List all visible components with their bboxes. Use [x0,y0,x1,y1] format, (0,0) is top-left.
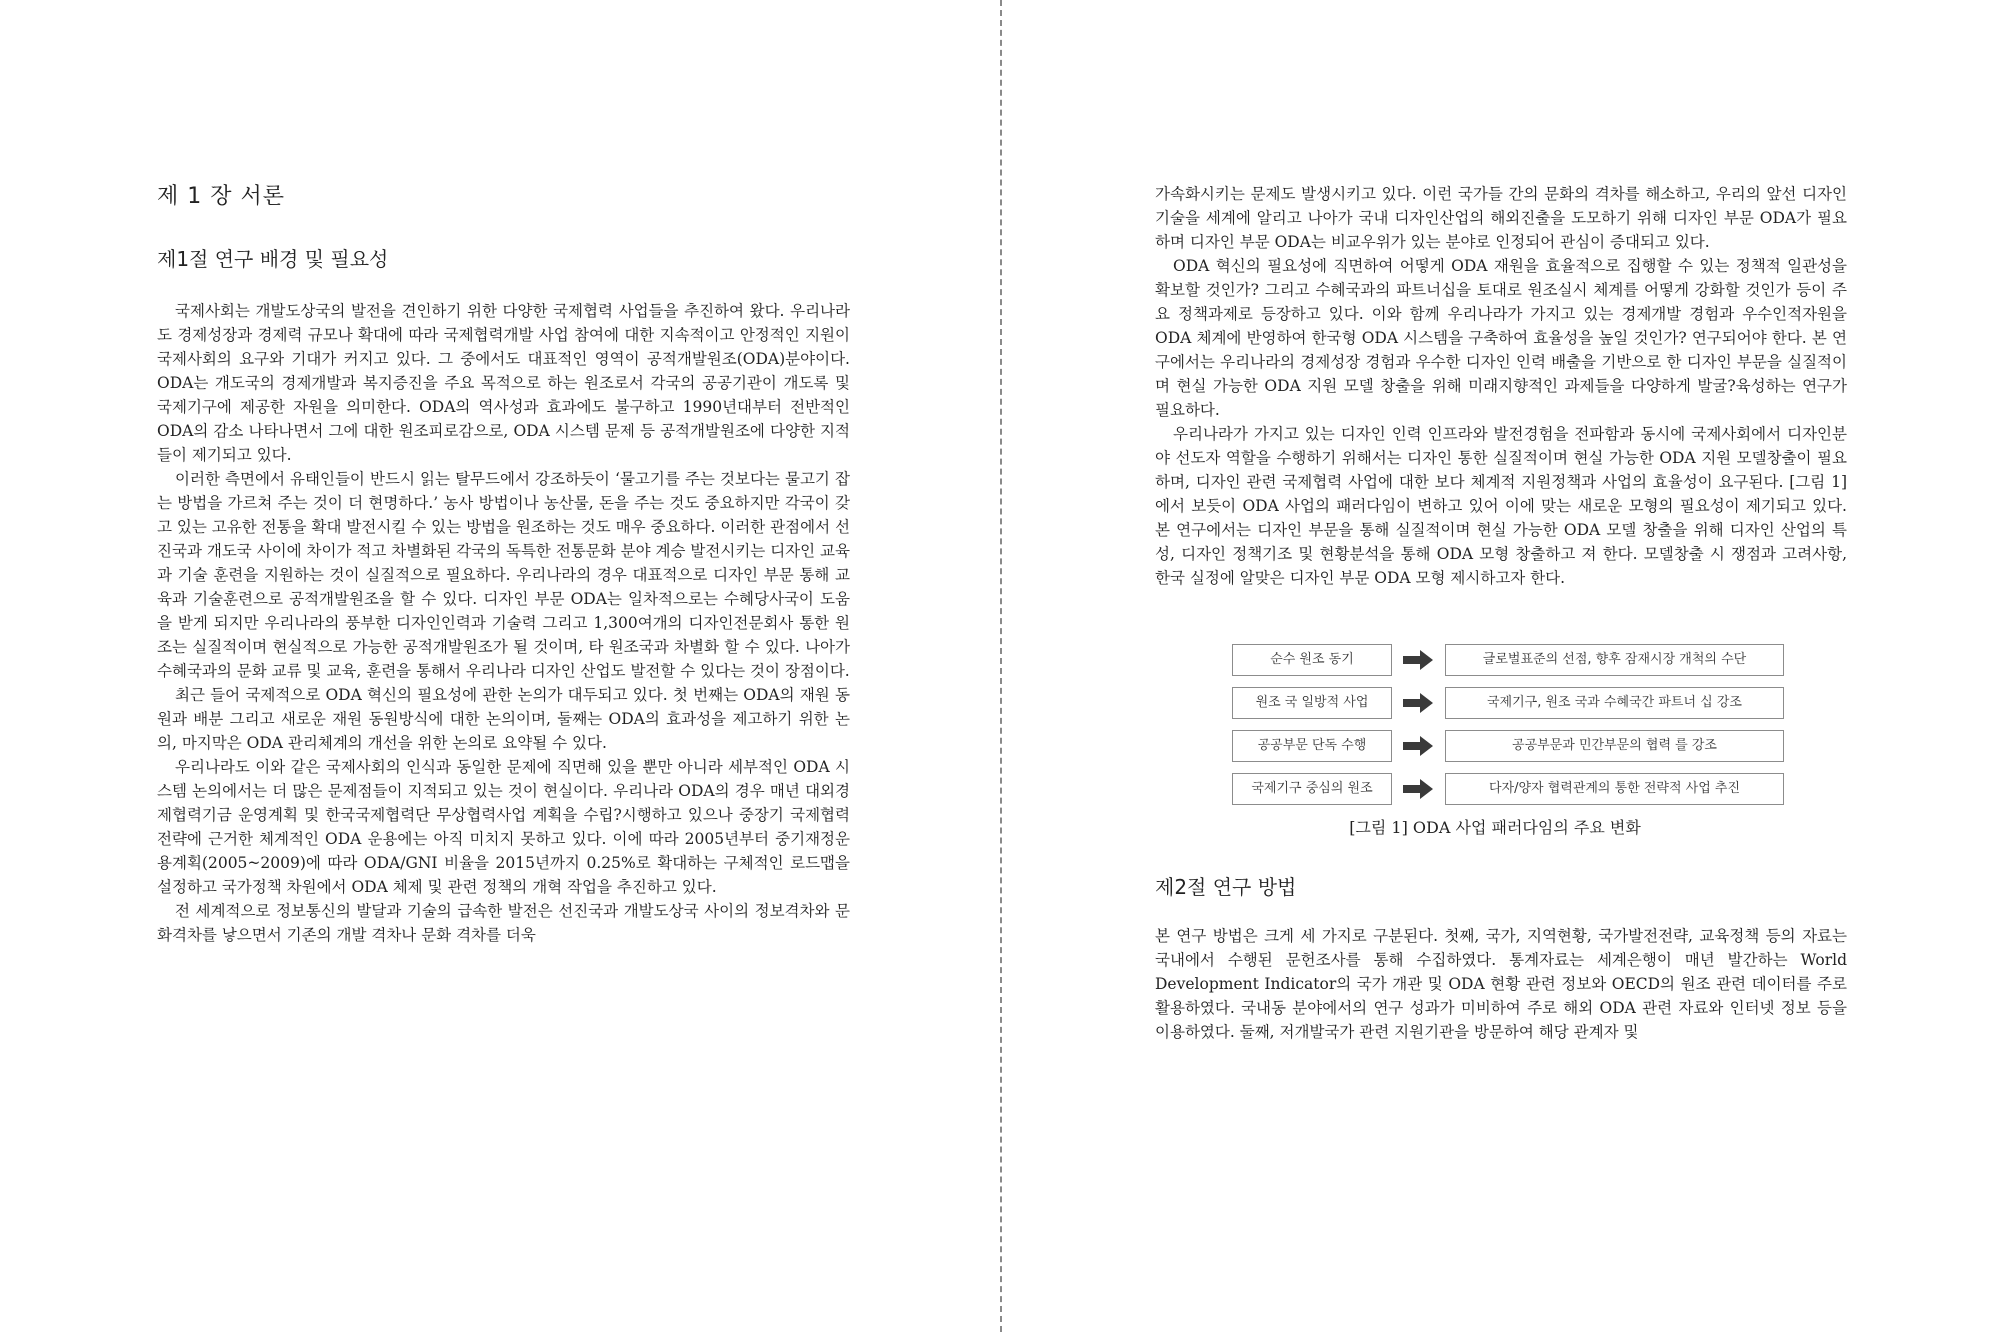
section-title: 제1절 연구 배경 및 필요성 [157,247,389,271]
left-column [157,180,850,947]
body-paragraph: 우리나라도 이와 같은 국제사회의 인식과 동일한 문제에 직면해 있을 뿐만 아니라 세부적인 ODA 시스템 논의에서는 더 많은 문제점들이 지적되고 있는 것이 현실이다. 우리나라 ODA의 경우 매년 대외경제협력기금 운영계획 및 한국국제협력단 무상협력사업 계획을 수립?시행하고 있으나 중장기 국제협력 전략에 근거한 체계적인 ODA 운용에는 아직 미치지 못하고 있다. 이에 따라 2005년부터 중기재정운용계획(2005~2009)에 따라 ODA/GNI 비율을 2015년까지 0.25%로 확대하는 구체적인 로드맵을 설정하고 국가정책 차원에서 ODA 체제 및 관련 정책의 개혁 작업을 추진하고 있다. [157,758,850,896]
body-paragraph: 국제사회는 개발도상국의 발전을 견인하기 위한 다양한 국제협력 사업들을 추진하여 왔다. 우리나라도 경제성장과 경제력 규모나 확대에 따라 국제협력개발 사업 참여에 대한 지속적이고 안정적인 지원이 국제사회의 요구와 기대가 커지고 있다. 그 중에서도 대표적인 영역이 공적개발원조(ODA)분야이다. ODA는 개도국의 경제개발과 복지증진을 주요 목적으로 하는 원조로서 각국의 공공기관이 개도록 및 국제기구에 제공한 자원을 의미한다. ODA의 역사성과 효과에도 불구하고 1990년대부터 전반적인 ODA의 감소 나타나면서 그에 대한 원조피로감으로, ODA 시스템 문제 등 공적개발원조에 다양한 지적들이 제기되고 있다. [157,302,850,464]
figure-row [1155,687,1847,721]
figure-row [1155,644,1847,678]
chapter-title: 제 1 장 서론 [157,184,285,209]
figure-box-from: 순수 원조 동기 [1232,644,1392,676]
right-arrow-icon [1403,693,1433,713]
right-arrow-icon [1403,779,1433,799]
body-paragraph: 최근 들어 국제적으로 ODA 혁신의 필요성에 관한 논의가 대두되고 있다. 첫 번째는 ODA의 재원 동원과 배분 그리고 새로운 재원 동원방식에 대한 논의이며, 둘째는 ODA의 효과성을 제고하기 위한 논의, 마지막은 ODA 관리체계의 개선을 위한 논의로 요약될 수 있다. [157,686,850,752]
right-arrow-icon [1403,736,1433,756]
figure-box-to: 다자/양자 협력관계의 통한 전략적 사업 추진 [1445,773,1784,805]
figure-box-to: 글로벌표준의 선점, 향후 잠재시장 개척의 수단 [1445,644,1784,676]
figure-row [1155,773,1847,807]
body-paragraph: 본 연구 방법은 크게 세 가지로 구분된다. 첫째, 국가, 지역현황, 국가발전전략, 교육정책 등의 자료는 국내에서 수행된 문헌조사를 통해 수집하였다. 통계자료는 세계은행이 매년 발간하는 World Development Indicator의 국가 개관 및 ODA 현황 관련 정보와 OECD의 원조 관련 데이터를 주로 활용하였다. 국내동 분야에서의 연구 성과가 미비하여 주로 해외 ODA 관련 자료와 인터넷 정보 등을 이용하였다. 둘째, 저개발국가 관련 지원기관을 방문하여 해당 관계자 및 [1155,927,1847,1041]
paradigm-figure [1155,644,1847,840]
figure-box-to: 국제기구, 원조 국과 수혜국간 파트너 십 강조 [1445,687,1784,719]
right-page [1000,0,1995,1332]
figure-box-from: 공공부문 단독 수행 [1232,730,1392,762]
figure-box-from: 국제기구 중심의 원조 [1232,773,1392,805]
body-paragraph: 전 세계적으로 정보통신의 발달과 기술의 급속한 발전은 선진국과 개발도상국 사이의 정보격차와 문화격차를 낳으면서 기존의 개발 격차나 문화 격차를 더욱 [157,902,850,944]
figure-box-from: 원조 국 일방적 사업 [1232,687,1392,719]
figure-row [1155,730,1847,764]
section-title: 제2절 연구 방법 [1155,875,1297,899]
body-paragraph: ODA 혁신의 필요성에 직면하여 어떻게 ODA 재원을 효율적으로 집행할 수 있는 정책적 일관성을 확보할 것인가? 그리고 수혜국과의 파트너십을 토대로 원조실시 체계를 어떻게 강화할 것인가 등이 주요 정책과제로 등장하고 있다. 이와 함께 우리나라가 가지고 있는 경제개발 경험과 우수인적자원을 ODA 체계에 반영하여 한국형 ODA 시스템을 구축하여 효율성을 높일 것인가? 연구되어야 한다. 본 연구에서는 우리나라의 경제성장 경험과 우수한 디자인 인력 배출을 기반으로 한 디자인 부문을 실질적이며 현실 가능한 ODA 지원 모델 창출을 위해 미래지향적인 과제들을 다양하게 발굴?육성하는 연구가 필요하다. [1155,257,1847,419]
body-paragraph: 가속화시키는 문제도 발생시키고 있다. 이런 국가들 간의 문화의 격차를 해소하고, 우리의 앞선 디자인 기술을 세계에 알리고 나아가 국내 디자인산업의 해외진출을 도모하기 위해 디자인 부문 ODA가 필요하며 디자인 부문 ODA는 비교우위가 있는 분야로 인정되어 관심이 증대되고 있다. [1155,185,1847,251]
figure-caption: [그림 1] ODA 사업 패러다임의 주요 변화 [1349,818,1641,837]
body-paragraph: 우리나라가 가지고 있는 디자인 인력 인프라와 발전경험을 전파함과 동시에 국제사회에서 디자인분야 선도자 역할을 수행하기 위해서는 디자인 통한 실질적이며 현실 가능한 ODA 지원 모델창출이 필요하며, 디자인 관련 국제협력 사업에 대한 보다 체계적 지원정책과 사업의 효율성이 요구된다. [그림 1]에서 보듯이 ODA 사업의 패러다임이 변하고 있어 이에 맞는 새로운 모형의 필요성이 제기되고 있다. 본 연구에서는 디자인 부문을 통해 실질적이며 현실 가능한 ODA 모델 창출을 위해 디자인 산업의 특성, 디자인 정책기조 및 현황분석을 통해 ODA 모형 창출하고 져 한다. 모델창출 시 쟁점과 고려사항, 한국 실정에 알맞은 디자인 부문 ODA 모형 제시하고자 한다. [1155,425,1847,587]
figure-box-to: 공공부문과 민간부문의 협력 를 강조 [1445,730,1784,762]
body-paragraph: 이러한 측면에서 유태인들이 반드시 읽는 탈무드에서 강조하듯이 ‘물고기를 주는 것보다는 물고기 잡는 방법을 가르쳐 주는 것이 더 현명하다.’ 농사 방법이나 농산물, 돈을 주는 것도 중요하지만 각국이 갖고 있는 고유한 전통을 확대 발전시킬 수 있는 방법을 원조하는 것도 매우 중요하다. 이러한 관점에서 선진국과 개도국 사이에 차이가 적고 차별화된 각국의 독특한 전통문화 분야 계승 발전시키는 디자인 교육과 기술 훈련을 지원하는 것이 실질적으로 필요하다. 우리나라의 경우 대표적으로 디자인 부문 통해 교육과 기술훈련으로 공적개발원조을 할 수 있다. 디자인 부문 ODA는 일차적으로는 수혜당사국이 도움을 받게 되지만 우리나라의 풍부한 디자인인력과 기술력 그리고 1,300여개의 디자인전문회사 통한 원조는 실질적이며 현실적으로 가능한 공적개발원조가 될 것이며, 타 원조국과 차별화 할 수 있다. 나아가 수혜국과의 문화 교류 및 교육, 훈련을 통해서 우리나라 디자인 산업도 발전할 수 있다는 것이 장점이다. [157,470,850,680]
right-arrow-icon [1403,650,1433,670]
right-column [1155,182,1847,1044]
